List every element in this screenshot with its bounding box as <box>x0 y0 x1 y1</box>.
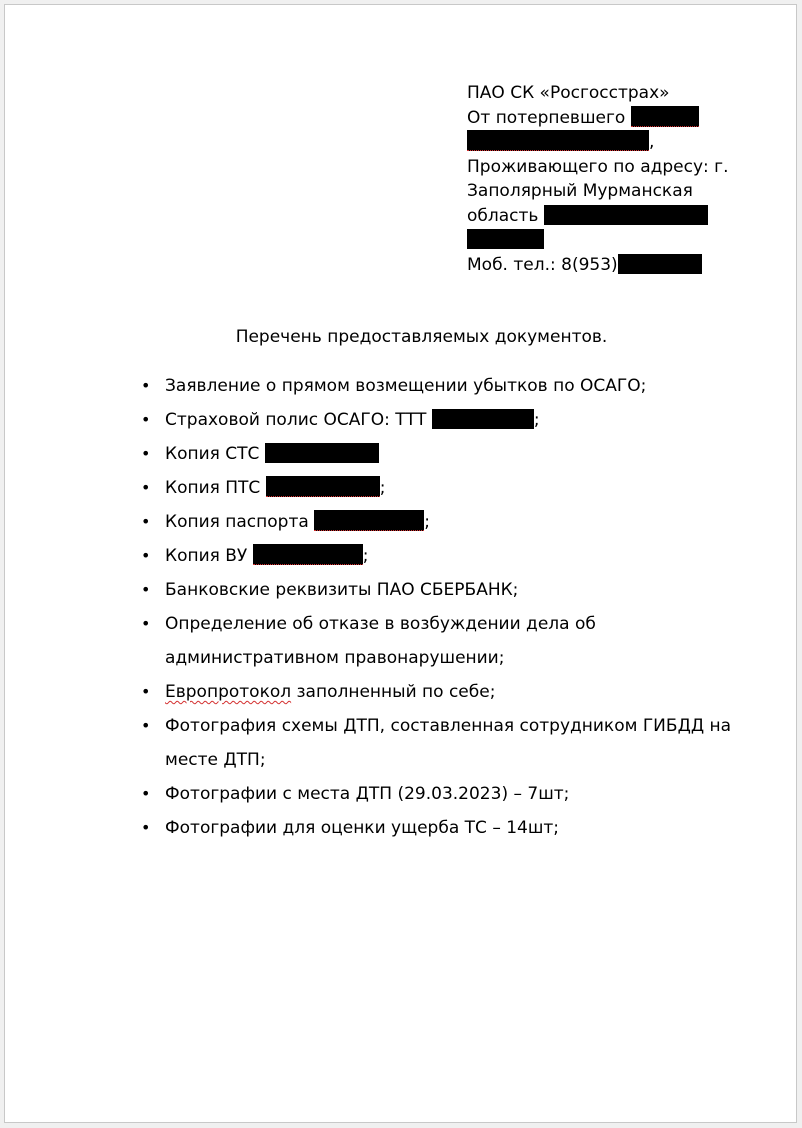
address-text-3: область <box>467 205 539 226</box>
bullet-icon: • <box>141 784 151 803</box>
redacted-sts-number <box>265 443 379 463</box>
phone-line <box>467 253 767 278</box>
redacted-passport-number <box>314 510 424 531</box>
addressee-block <box>467 81 767 277</box>
from-line <box>467 106 767 131</box>
address-line-2 <box>467 179 767 204</box>
item-text: Страховой полис ОСАГО: ТТТ <box>165 410 427 430</box>
item-text-line-2: административном правонарушении; <box>165 648 505 668</box>
bullet-icon: • <box>141 478 151 497</box>
address-text-1: Проживающего по адресу: г. <box>467 156 729 177</box>
list-item <box>135 471 735 505</box>
redacted-license-number <box>253 544 363 565</box>
item-text: Банковские реквизиты ПАО СБЕРБАНК; <box>165 580 519 600</box>
redacted-policy-number <box>432 409 534 429</box>
bullet-icon: • <box>141 716 151 735</box>
address-line-3 <box>467 204 767 229</box>
redacted-name <box>467 130 649 151</box>
phone-label: Моб. тел.: 8(953) <box>467 254 618 275</box>
redacted-address-cont <box>467 229 544 249</box>
document-page <box>4 4 797 1123</box>
list-item <box>135 573 735 607</box>
list-item <box>135 369 735 403</box>
item-text-line-1: Определение об отказе в возбуждении дела об <box>165 614 596 634</box>
item-text: Копия СТС <box>165 444 260 464</box>
item-suffix: ; <box>424 512 430 532</box>
item-suffix: ; <box>379 478 386 498</box>
item-text: Фотографии для оценки ущерба ТС – 14шт; <box>165 818 560 838</box>
recipient-text: ПАО СК «Росгосстрах» <box>467 83 670 103</box>
bullet-icon: • <box>141 444 151 463</box>
bullet-icon: • <box>141 580 151 599</box>
name-comma: , <box>649 132 655 152</box>
item-suffix: ; <box>533 410 540 430</box>
bullet-icon: • <box>141 614 151 633</box>
list-item <box>135 811 735 845</box>
address-line-1 <box>467 155 767 180</box>
redacted-pts-number <box>266 476 380 497</box>
item-text-line-1: Фотография схемы ДТП, составленная сотрудником ГИБДД на <box>165 716 732 736</box>
list-item <box>135 777 735 811</box>
name-line <box>467 130 767 155</box>
list-item <box>135 607 735 675</box>
address-text-2: Заполярный Мурманская <box>467 181 693 201</box>
document-title: Перечень предоставляемых документов. <box>235 327 608 347</box>
list-item <box>135 539 735 573</box>
item-text: Копия ПТС <box>165 478 261 498</box>
item-text: Фотографии с места ДТП (29.03.2023) – 7шт; <box>165 784 570 804</box>
list-item <box>135 403 735 437</box>
bullet-icon: • <box>141 546 151 565</box>
item-text: Заявление о прямом возмещении убытков по ОСАГО; <box>165 376 647 396</box>
bullet-icon: • <box>141 818 151 837</box>
list-item <box>135 675 735 709</box>
item-text: Копия ВУ <box>165 546 248 566</box>
bullet-icon: • <box>141 410 151 429</box>
list-item <box>135 437 735 471</box>
item-text: Копия паспорта <box>165 512 309 532</box>
item-suffix: ; <box>362 546 369 566</box>
redacted-address <box>544 205 708 225</box>
item-text: заполненный по себе; <box>291 682 496 702</box>
recipient-line <box>467 81 767 106</box>
redacted-surname <box>631 106 699 127</box>
item-text-line-2: месте ДТП; <box>165 750 266 770</box>
misspelled-word: Европротокол <box>165 682 292 702</box>
list-item <box>135 505 735 539</box>
redacted-phone <box>618 254 702 274</box>
documents-list <box>135 369 735 845</box>
bullet-icon: • <box>141 376 151 395</box>
bullet-icon: • <box>141 682 151 701</box>
bullet-icon: • <box>141 512 151 531</box>
list-item <box>135 709 735 777</box>
from-label: От потерпевшего <box>467 107 626 128</box>
address-line-4 <box>467 228 767 253</box>
